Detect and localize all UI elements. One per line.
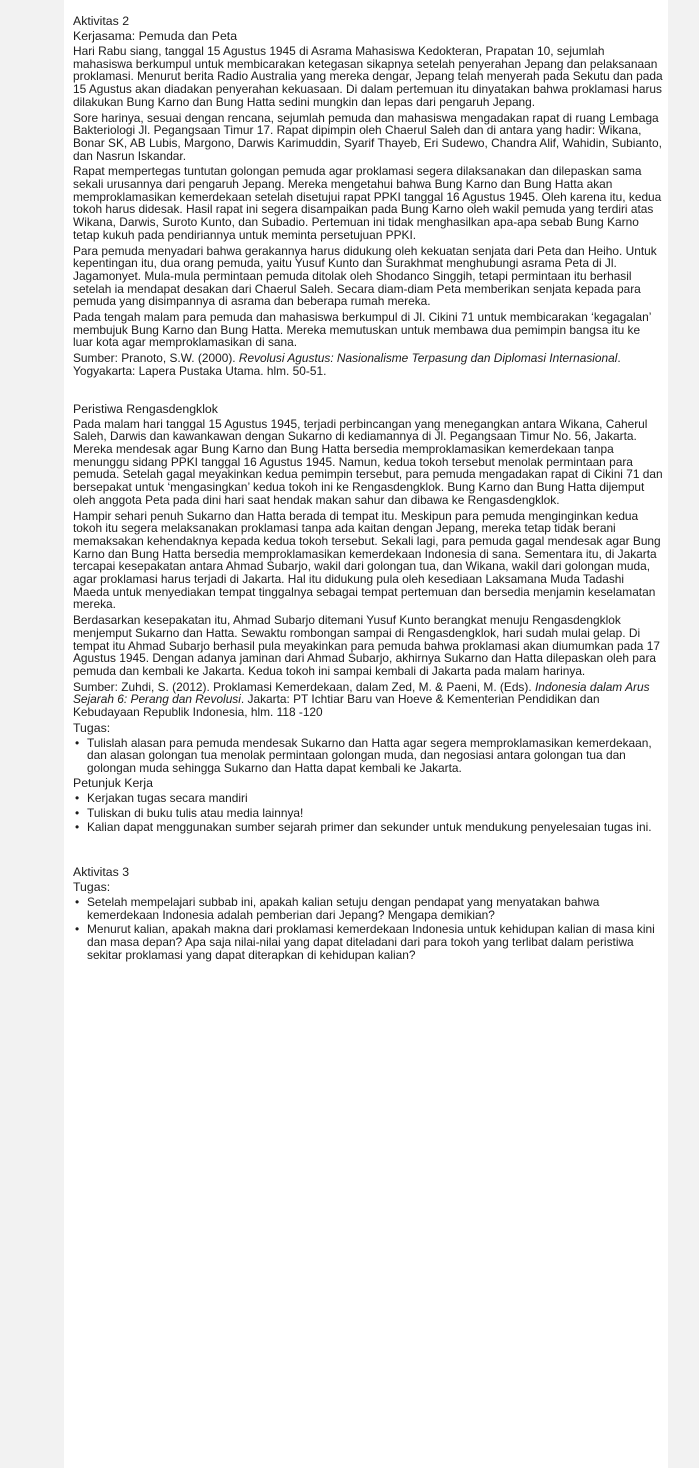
list-item: • Tuliskan di buku tulis atau media lainnya! [87, 807, 663, 820]
paragraph: Sore harinya, sesuai dengan rencana, sejumlah pemuda dan mahasiswa mengadakan rapat di ruang Lembaga Bakteriologi Jl. Pegangsaan Timur 17. Rapat dipimpin oleh Chaerul Saleh dan di antara yang hadir: Wikana, Bonar SK, AB Lubis, Margono, Darwis Karimuddin, Syarif Thayeb, Eri Sudewo, Chandra Alif, Wahidin, Subianto, dan Nasrun Iskandar. [73, 110, 662, 163]
list-item: • Menurut kalian, apakah makna dari proklamasi kemerdekaan Indonesia untuk kehidupan kalian di masa kini dan masa depan? Apa saja nilai-nilai yang dapat diteladani dari para tokoh yang terlibat dalam peristiwa sekitar proklamasi yang dapat diterapkan di kehidupan kalian? [87, 923, 663, 961]
section-heading-rengasdengklok: Peristiwa Rengasdengklok [73, 401, 218, 416]
document-content [73, 15, 663, 963]
citation-suffix: . Jakarta: PT Ichtiar Baru van Hoeve & Kementerian Pendidikan dan Kebudayaan Republik Indonesia, hlm. 118 -120 [73, 692, 600, 720]
list-item: • Kerjakan tugas secara mandiri [87, 792, 663, 805]
paragraph: Para pemuda menyadari bahwa gerakannya harus didukung oleh kekuatan senjata dari Peta dan Heiho. Untuk kepentingan itu, dua orang pemuda, yaitu Yusuf Kunto dan Surakhmat menghubungi asrama Peta di Jl. Jagamonyet. Mula-mula permintaan pemuda ditolak oleh Shodanco Singgih, tetapi permintaan itu berhasil setelah ia mendapat desakan dari Chaerul Saleh. Secara diam-diam Peta memberikan senjata kepada para pemuda yang disimpannya di asrama dan beberapa rumah mereka. [73, 243, 657, 309]
petunjuk-list [73, 792, 663, 834]
tugas-list [73, 896, 663, 962]
list-item: • Tulislah alasan para pemuda mendesak Sukarno dan Hatta agar segera memproklamasikan kemerdekaan, dan alasan golongan tua menolak permintaan golongan muda, dan negosiasi antara golongan tua dan golongan muda sehingga Sukarno dan Hatta dapat kembali ke Jakarta. [87, 737, 663, 775]
list-item: • Setelah mempelajari subbab ini, apakah kalian setuju dengan pendapat yang menyatakan bahwa kemerdekaan Indonesia adalah pemberian dari Jepang? Mengapa demikian? [87, 896, 663, 921]
paragraph: Hari Rabu siang, tanggal 15 Agustus 1945 di Asrama Mahasiswa Kedokteran, Prapatan 10, sejumlah mahasiswa berkumpul untuk membicarakan ketegasan sikapnya setelah penyerahan Jepang dan pelaksanaan proklamasi. Menurut berita Radio Australia yang mereka dengar, Jepang telah menyerah pada Sekutu dan pada 15 Agustus akan diadakan penyerahan kekuasaan. Di dalam pertemuan itu dinyatakan bahwa proklamasi harus dilakukan Bung Karno dan Bung Hatta sedini mungkin dan lepas dari pengaruh Jepang. [73, 44, 663, 109]
citation-prefix: Sumber: Pranoto, S.W. (2000). [73, 351, 239, 366]
citation-prefix: Sumber: Zuhdi, S. (2012). Proklamasi Kemerdekaan, dalam Zed, M. & Paeni, M. (Eds). [73, 679, 535, 694]
paragraph: Pada tengah malam para pemuda dan mahasiswa berkumpul di Jl. Cikini 71 untuk membicarakan ‘kegagalan’ membujuk Bung Karno dan Bung Hatta. Mereka memutuskan untuk membawa dua pemimpin bangsa itu ke luar kota agar memproklamasikan di sana. [73, 310, 651, 350]
section-heading-kerjasama: Kerjasama: Pemuda dan Peta [73, 29, 238, 43]
tugas-heading: Tugas: [73, 879, 111, 894]
source-citation [73, 681, 663, 719]
petunjuk-heading: Petunjuk Kerja [73, 775, 153, 790]
tugas-list [73, 737, 663, 775]
document-page [64, 0, 668, 1468]
paragraph: Pada malam hari tanggal 15 Agustus 1945, terjadi perbincangan yang menegangkan antara Wikana, Caherul Saleh, Darwis dan kawankawan dengan Sukarno di kediamannya di Jl. Pegangsaan Timur No. 56, Jakarta. Mereka mendesak agar Bung Karno dan Bung Hatta bersedia memproklamasikan kemerdekaan tanpa menunggu sidang PPKI tanggal 16 Agustus 1945. Namun, kedua tokoh tersebut menolak permintaan para pemuda. Setelah gagal meyakinkan kedua pemimpin tersebut, para pemuda mengadakan rapat di Cikini 71 dan bersepakat untuk ‘mengasingkan’ kedua tokoh ini ke Rengasdengklok. Bung Karno dan Bung Hatta dijemput oleh anggota Peta pada dini hari saat hendak makan sahur dan dibawa ke Rengasdengklok. [73, 416, 663, 507]
tugas-heading: Tugas: [73, 720, 111, 735]
aktivitas-3-title: Aktivitas 3 [73, 864, 130, 879]
citation-suffix: . Yogyakarta: Lapera Pustaka Utama. hlm. 50-51. [73, 351, 621, 378]
citation-title: Revolusi Agustus: Nasionalisme Terpasung dan Diplomasi Internasional [238, 351, 618, 366]
aktivitas-2-title: Aktivitas 2 [73, 14, 130, 28]
paragraph: Hampir sehari penuh Sukarno dan Hatta berada di tempat itu. Meskipun para pemuda menginginkan kedua tokoh itu segera melaksanakan proklamasi tanpa ada kaitan dengan Jepang, mereka tetap tidak berani memaksakan kehendaknya kepada kedua tokoh tersebut. Sekali lagi, para pemuda gagal mendesak agar Bung Karno dan Bung Hatta bersedia memproklamasikan kemerdekaan Indonesia di sana. Sementara itu, di Jakarta tercapai kesepakatan antara Ahmad Subarjo, wakil dari golongan tua, dan Wikana, wakil dari golongan muda, agar proklamasi harus terjadi di Jakarta. Hal itu didukung pula oleh kesediaan Laksamana Muda Tadashi Maeda untuk menyediakan tempat tinggalnya sebagai tempat pertemuan dan bersedia menjamin keselamatan mereka. [73, 508, 661, 612]
list-item: • Kalian dapat menggunakan sumber sejarah primer dan sekunder untuk mendukung penyelesaian tugas ini. [87, 821, 663, 834]
source-citation [73, 352, 663, 377]
citation-title: Indonesia dalam Arus Sejarah 6: Perang dan Revolusi [73, 679, 650, 707]
paragraph: Rapat mempertegas tuntutan golongan pemuda agar proklamasi segera dilaksanakan dan dilepaskan sama sekali urusannya dari pengaruh Jepang. Mereka mengetahui bahwa Bung Karno dan Bung Hatta akan memproklamasikan kemerdekaan setelah disetujui rapat PPKI tanggal 16 Agustus 1945. Oleh karena itu, kedua tokoh harus didesak. Hasil rapat ini segera disampaikan pada Bung Karno oleh wakil pemuda yang terdiri atas Wikana, Darwis, Suroto Kunto, dan Subadio. Pertemuan ini tidak menghasilkan apa-apa sebab Bung Karno tetap kukuh pada pendiriannya untuk meminta persetujuan PPKI. [73, 164, 662, 242]
paragraph: Berdasarkan kesepakatan itu, Ahmad Subarjo ditemani Yusuf Kunto berangkat menuju Rengasdengklok menjemput Sukarno dan Hatta. Sewaktu rombongan sampai di Rengasdengklok, hari sudah mulai gelap. Di tempat itu Ahmad Subarjo berhasil pula meyakinkan para pemuda bahwa proklamasi akan diumumkan pada 17 Agustus 1945. Dengan adanya jaminan dari Ahmad Subarjo, akhirnya Sukarno dan Hatta dilepaskan oleh para pemuda dan kembali ke Jakarta. Kedua tokoh ini sampai kembali di Jakarta pada malam harinya. [73, 613, 660, 678]
